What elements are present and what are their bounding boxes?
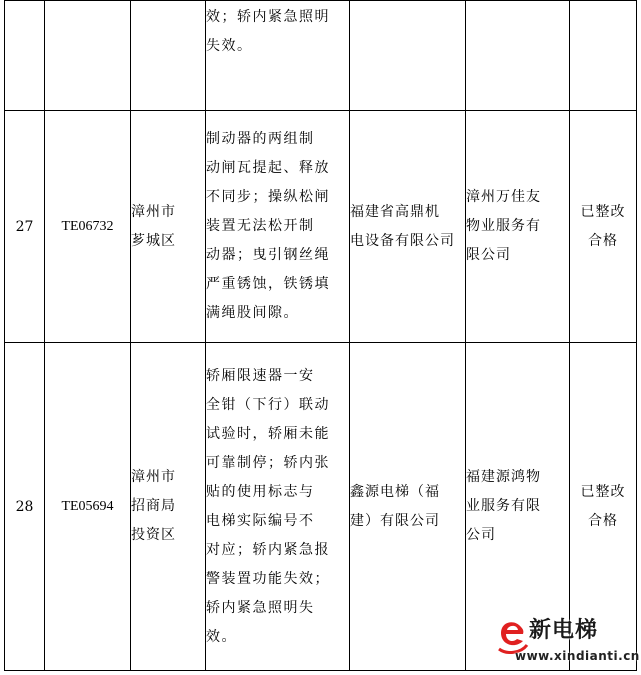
text-line: 贴的使用标志与 xyxy=(206,483,315,500)
status-cell xyxy=(570,1,637,111)
text-line: 制动器的两组制 xyxy=(206,131,315,147)
text-line: 招商局 xyxy=(131,498,176,514)
text-line: 严重锈蚀，铁锈填 xyxy=(206,276,330,292)
text-line: 限公司 xyxy=(466,247,511,263)
inspection-table xyxy=(4,0,637,671)
text-line: 福建省高鼎机 xyxy=(350,203,440,220)
issue-cell xyxy=(206,111,350,343)
maintenance-unit-cell xyxy=(350,1,466,111)
text-line: 投资区 xyxy=(131,527,176,543)
text-line: 动闸瓦提起、释放 xyxy=(206,160,330,176)
text-line: 漳州市 xyxy=(131,203,176,220)
area-cell xyxy=(131,343,206,671)
text-line: 试验时，轿厢未能 xyxy=(206,425,330,442)
text-line: 合格 xyxy=(588,512,618,529)
area-cell xyxy=(131,111,206,343)
text-line: 物业服务有 xyxy=(466,218,541,234)
text-line: 轿厢限速器一安 xyxy=(206,367,315,384)
text-line: 电设备有限公司 xyxy=(350,232,455,249)
text-line: 已整改 xyxy=(580,203,626,220)
device-code xyxy=(45,1,131,111)
row-number xyxy=(5,1,45,111)
text-line: 不同步；操纵松闸 xyxy=(206,189,330,205)
user-unit-cell xyxy=(466,1,570,111)
text-line: 装置无法松开制 xyxy=(206,218,315,234)
text-line: 芗城区 xyxy=(131,232,176,249)
text-line: 效；轿内紧急照明 xyxy=(206,9,330,25)
text-line: 全钳（下行）联动 xyxy=(206,396,330,413)
text-line: 漳州万佳友 xyxy=(466,189,541,205)
watermark-brand: 新电梯 xyxy=(529,618,599,643)
text-line: 福建源鸿物 xyxy=(466,469,541,485)
text-line: 警装置功能失效； xyxy=(206,570,330,587)
text-line: 可靠制停；轿内张 xyxy=(206,454,330,471)
table-row xyxy=(5,1,637,111)
text-line: 失效。 xyxy=(206,38,253,54)
maintenance-unit-cell xyxy=(350,111,466,343)
text-line: 效。 xyxy=(206,628,237,645)
text-line: 公司 xyxy=(466,527,496,543)
watermark xyxy=(495,613,640,669)
text-line: 鑫源电梯（福 xyxy=(350,483,440,500)
user-unit-cell xyxy=(466,111,570,343)
issue-cell xyxy=(206,1,350,111)
text-line: 建）有限公司 xyxy=(350,512,440,529)
text-line: 满绳股间隙。 xyxy=(206,305,299,321)
text-line: 业服务有限 xyxy=(466,498,541,514)
maintenance-unit-cell xyxy=(350,343,466,671)
table-row xyxy=(5,111,637,343)
device-code: TE05694 xyxy=(45,343,131,671)
text-line: 已整改 xyxy=(580,483,626,500)
issue-cell xyxy=(206,343,350,671)
row-number: 27 xyxy=(5,111,45,343)
row-number: 28 xyxy=(5,343,45,671)
device-code: TE06732 xyxy=(45,111,131,343)
status-cell xyxy=(570,111,637,343)
text-line: 漳州市 xyxy=(131,469,176,485)
text-line: 合格 xyxy=(588,232,618,249)
text-line: 动器；曳引钢丝绳 xyxy=(206,247,330,263)
text-line: 对应；轿内紧急报 xyxy=(206,541,330,558)
text-line: 轿内紧急照明失 xyxy=(206,599,315,616)
text-line: 电梯实际编号不 xyxy=(206,512,315,529)
watermark-url: www.xindianti.cn xyxy=(515,649,640,663)
area-cell xyxy=(131,1,206,111)
